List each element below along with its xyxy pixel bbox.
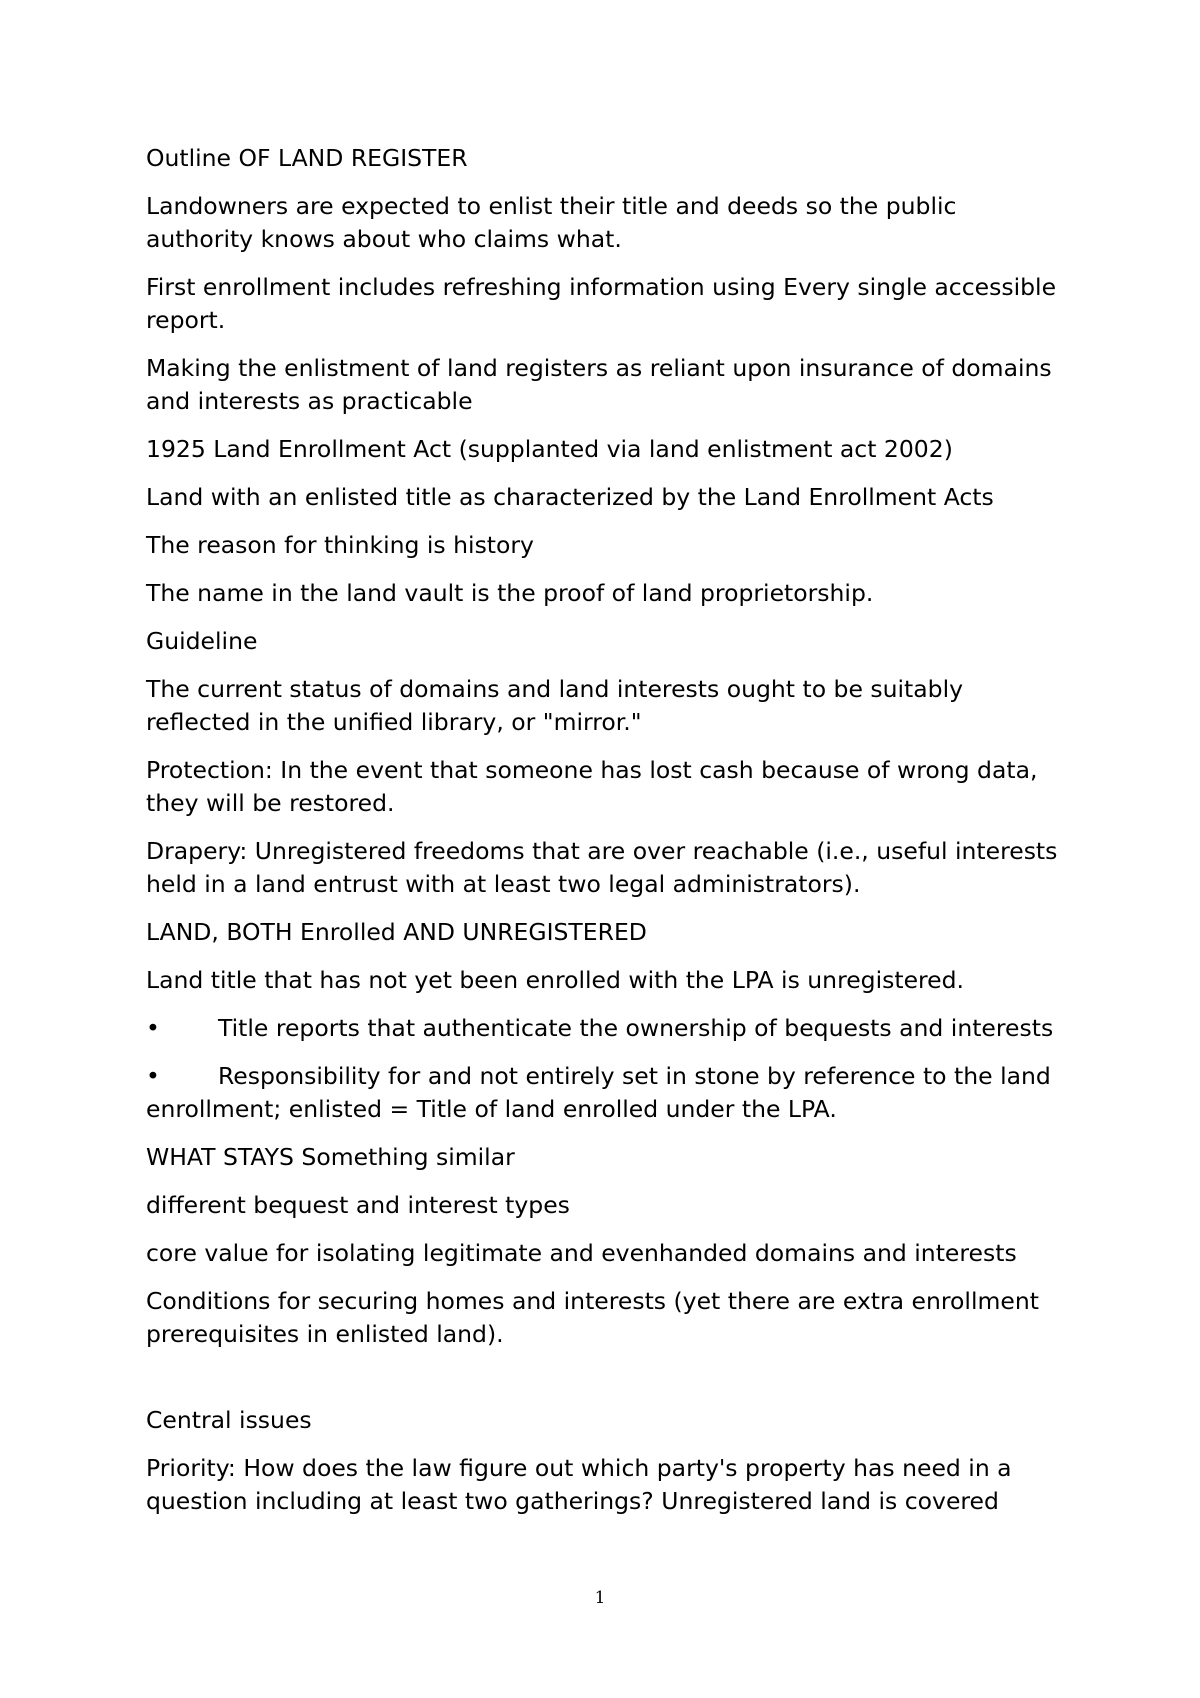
section-heading: Guideline (146, 627, 258, 655)
paragraph: different bequest and interest types (146, 1191, 570, 1219)
paragraph: Priority: How does the law figure out which party's property has need in a question including at least two gatherings? Unregistered land is covered (146, 1454, 1012, 1515)
bullet-marker: • (146, 1014, 160, 1042)
paragraph: The reason for thinking is history (146, 531, 534, 559)
paragraph: core value for isolating legitimate and evenhanded domains and interests (146, 1239, 1017, 1267)
page-number: 1 (594, 1588, 606, 1608)
bullet-text: Responsibility for and not entirely set in stone by reference to the land enrollment; enlisted = Title of land enrolled under the LPA. (146, 1062, 1051, 1123)
paragraph: 1925 Land Enrollment Act (supplanted via land enlistment act 2002) (146, 435, 953, 463)
bullet-marker: • (146, 1062, 160, 1090)
bullet-text: Title reports that authenticate the ownership of bequests and interests (218, 1014, 1054, 1042)
paragraph: Protection: In the event that someone has lost cash because of wrong data, they will be restored. (146, 756, 1038, 817)
document-heading: Outline OF LAND REGISTER (146, 144, 468, 172)
bullet-item (146, 1012, 1066, 1045)
paragraph: Making the enlistment of land registers as reliant upon insurance of domains and interests as practicable (146, 354, 1052, 415)
paragraph: Land title that has not yet been enrolled with the LPA is unregistered. (146, 966, 965, 994)
section-heading: Central issues (146, 1406, 312, 1434)
paragraph: Drapery: Unregistered freedoms that are over reachable (i.e., useful interests held in a land entrust with at least two legal administrators). (146, 837, 1058, 898)
paragraph: Land with an enlisted title as characterized by the Land Enrollment Acts (146, 483, 994, 511)
paragraph: The name in the land vault is the proof of land proprietorship. (146, 579, 874, 607)
section-heading: LAND, BOTH Enrolled AND UNREGISTERED (146, 918, 647, 946)
section-heading: WHAT STAYS Something similar (146, 1143, 515, 1171)
paragraph: Conditions for securing homes and interests (yet there are extra enrollment prerequisites in enlisted land). (146, 1287, 1039, 1348)
document-body (146, 142, 1066, 1533)
blank-line (146, 1366, 1066, 1404)
bullet-item (146, 1060, 1066, 1126)
paragraph: The current status of domains and land interests ought to be suitably reflected in the unified library, or "mirror." (146, 675, 964, 736)
paragraph: Landowners are expected to enlist their title and deeds so the public authority knows about who claims what. (146, 192, 957, 253)
paragraph: First enrollment includes refreshing information using Every single accessible report. (146, 273, 1057, 334)
